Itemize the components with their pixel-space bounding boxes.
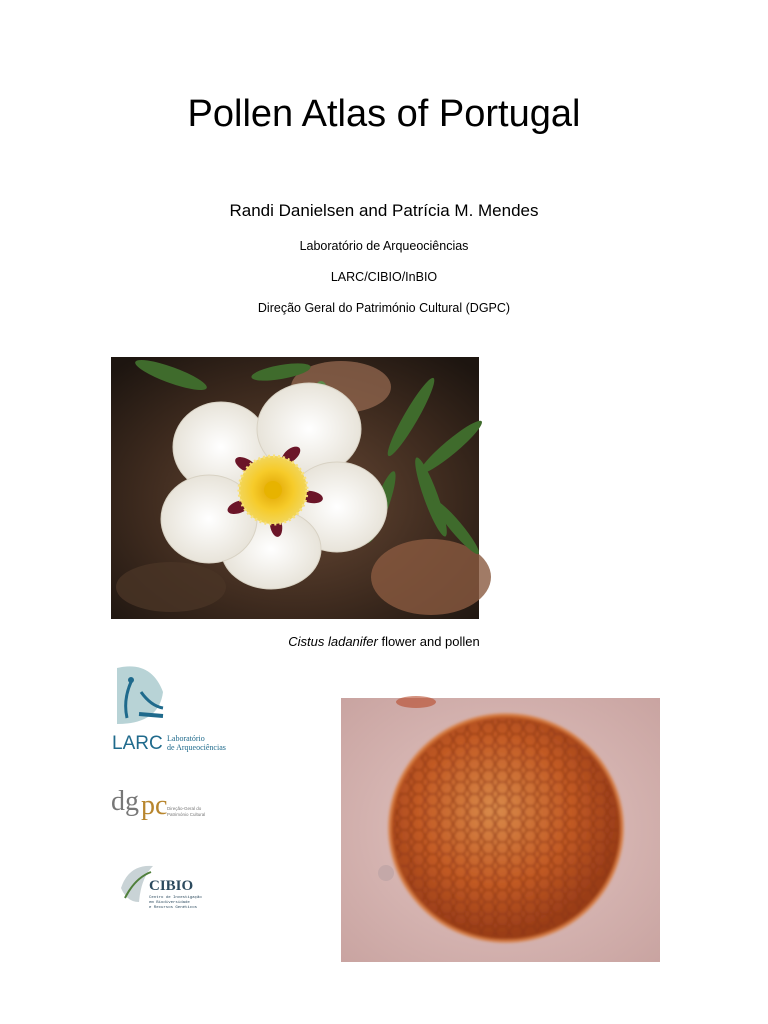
cistus-flower-photo	[111, 357, 479, 619]
cibio-logo	[111, 858, 211, 918]
affiliation-lab: Laboratório de Arqueociências	[299, 239, 469, 253]
figure-caption	[0, 633, 768, 651]
larc-name-line1: Laboratório	[167, 734, 205, 743]
cibio-line2: em Biodiversidade	[149, 901, 190, 905]
larc-acronym: LARC	[112, 733, 163, 754]
pollen-grain-micrograph	[341, 698, 660, 962]
dgpc-logo	[111, 770, 206, 842]
dgpc-name-line2: Património Cultural	[167, 812, 206, 817]
larc-name-line2: de Arqueociências	[167, 743, 226, 752]
cibio-name: CIBIO	[149, 878, 194, 894]
larc-logo	[111, 662, 246, 754]
caption-text: flower and pollen	[377, 634, 480, 649]
affiliation-dgpc: Direção Geral do Património Cultural (DGPC)	[257, 301, 511, 315]
dgpc-name-line1: Direção-Geral do	[167, 806, 202, 811]
authors: Randi Danielsen and Patrícia M. Mendes	[229, 201, 539, 220]
cibio-line3: e Recursos Genéticos	[149, 906, 198, 910]
document-title: Pollen Atlas of Portugal	[187, 93, 581, 135]
dgpc-mark-dg: dg	[111, 786, 139, 817]
cibio-line1: Centro de Investigação	[149, 896, 202, 900]
species-name: Cistus ladanifer	[288, 634, 378, 649]
affiliation-institutes: LARC/CIBIO/InBIO	[330, 270, 438, 284]
dgpc-mark-pc: pc	[141, 790, 168, 821]
